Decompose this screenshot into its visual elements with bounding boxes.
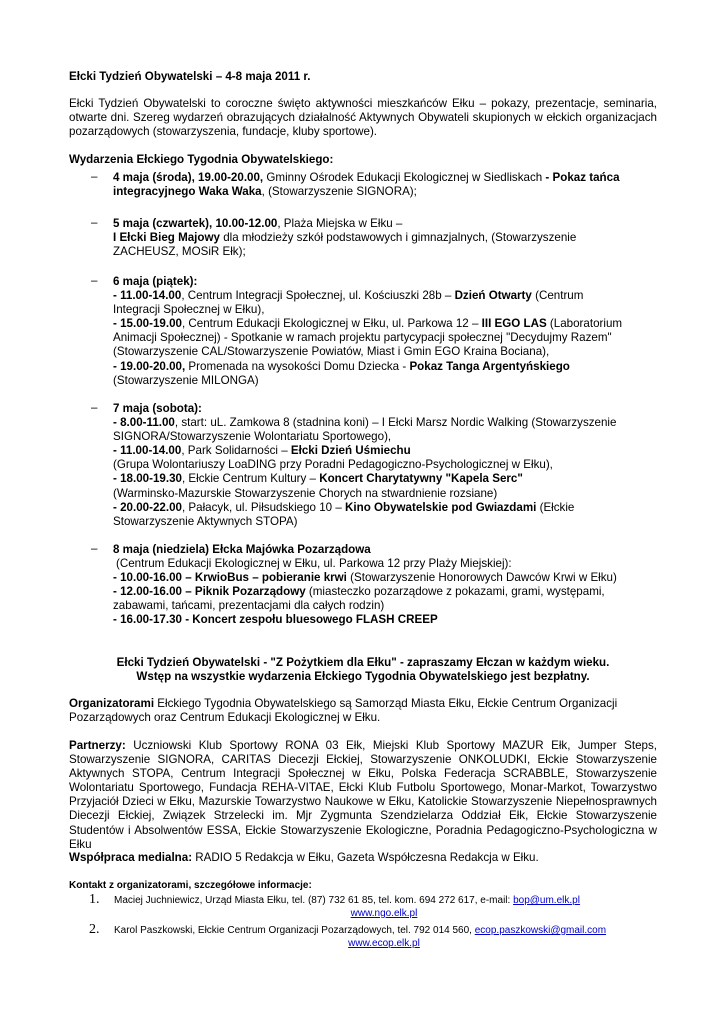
event-name: I Ełcki Bieg Majowy bbox=[113, 231, 220, 245]
list-number: 2. bbox=[89, 922, 100, 937]
list-dash: – bbox=[91, 216, 98, 229]
document-title: Ełcki Tydzień Obywatelski – 4-8 maja 2011 r. bbox=[69, 70, 311, 83]
organizers-paragraph: Organizatorami Ełckiego Tygodnia Obywatelskiego są Samorząd Miasta Ełku, Ełckie Centrum Organizacji Pozarządowych oraz Centrum Edukacji Ekologicznej w Ełku. bbox=[69, 697, 618, 725]
event-date: 8 maja (niedziela) Ełcka Majówka Pozarządowa bbox=[113, 543, 371, 556]
partners-paragraph: Partnerzy: Uczniowski Klub Sportowy RONA 03 Ełk, Miejski Klub Sportowy MAZUR Ełk, Jumper Steps, Stowarzyszenie SIGNORA, CARITAS Diecezji Ełckiej, Stowarzyszenie ONKOLUDKI, Ełckie Stowarzyszenie Aktywnych STOPA, Centrum Integracji Społecznej w Ełku, Polska Federacja SCRABBLE, Stowarzyszenie Wolontariatu Sportowego, Fundacja REHA-VITAE, Ełcki Klub Futbolu Sportowego, Monar-Markot, Towarzystwo Przyjaciół Dzieci w Ełku, Mazurskie Towarzystwo Naukowe w Ełku, Katolickie Stowarzyszenie Niepełnosprawnych Diecezji Ełckiej, Związek Strzelecki im. Mjr Zygmunta Szendzielarza Oddział Ełk, Ełckie Stowarzyszenie Studentów i Absolwentów ESSA, Ełckie Stowarzyszenie Ekologiczne, Poradnia Pedagogiczno-Psychologiczna w Ełku bbox=[69, 739, 657, 851]
list-number: 1. bbox=[89, 892, 100, 907]
event-name: integracyjnego Waka Waka bbox=[113, 185, 262, 199]
website-link[interactable]: www.ngo.elk.pl bbox=[350, 908, 418, 919]
event-date: 4 maja (środa), 19.00-20.00, bbox=[113, 171, 264, 184]
closing-note: Ełcki Tydzień Obywatelski - "Z Pożytkiem dla Ełku" - zapraszamy Ełczan w każdym wieku. Wstęp na wszystkie wydarzenia Ełckiego Tygodnia Obywatelskiego jest bezpłatny. bbox=[116, 656, 610, 684]
list-dash: – bbox=[91, 170, 98, 183]
list-dash: – bbox=[91, 542, 98, 555]
events-heading: Wydarzenia Ełckiego Tygodnia Obywatelskiego: bbox=[69, 153, 334, 166]
intro-paragraph: Ełcki Tydzień Obywatelski to coroczne święto aktywności mieszkańców Ełku – pokazy, prezentacje, seminaria, otwarte dni. Szereg wydarzeń obrazujących działalność Aktywnych Obywateli skupionych w ełckich organizacjach pozarządowych (stowarzyszenia, fundacje, kluby sportowe). bbox=[69, 97, 657, 139]
list-dash: – bbox=[91, 401, 98, 414]
media-cooperation: Współpraca medialna: RADIO 5 Redakcja w Ełku, Gazeta Współczesna Redakcja w Ełku. bbox=[69, 851, 539, 864]
contact-heading: Kontakt z organizatorami, szczegółowe informacje: bbox=[69, 880, 312, 891]
event-date: 6 maja (piątek): bbox=[113, 275, 198, 288]
email-link[interactable]: bop@um.elk.pl bbox=[513, 895, 580, 906]
list-dash: – bbox=[91, 274, 98, 287]
website-link[interactable]: www.ecop.elk.pl bbox=[348, 938, 420, 949]
email-link[interactable]: ecop.paszkowski@gmail.com bbox=[474, 925, 607, 936]
event-date: 5 maja (czwartek), 10.00-12.00 bbox=[113, 217, 278, 230]
event-date: 7 maja (sobota): bbox=[113, 402, 202, 415]
